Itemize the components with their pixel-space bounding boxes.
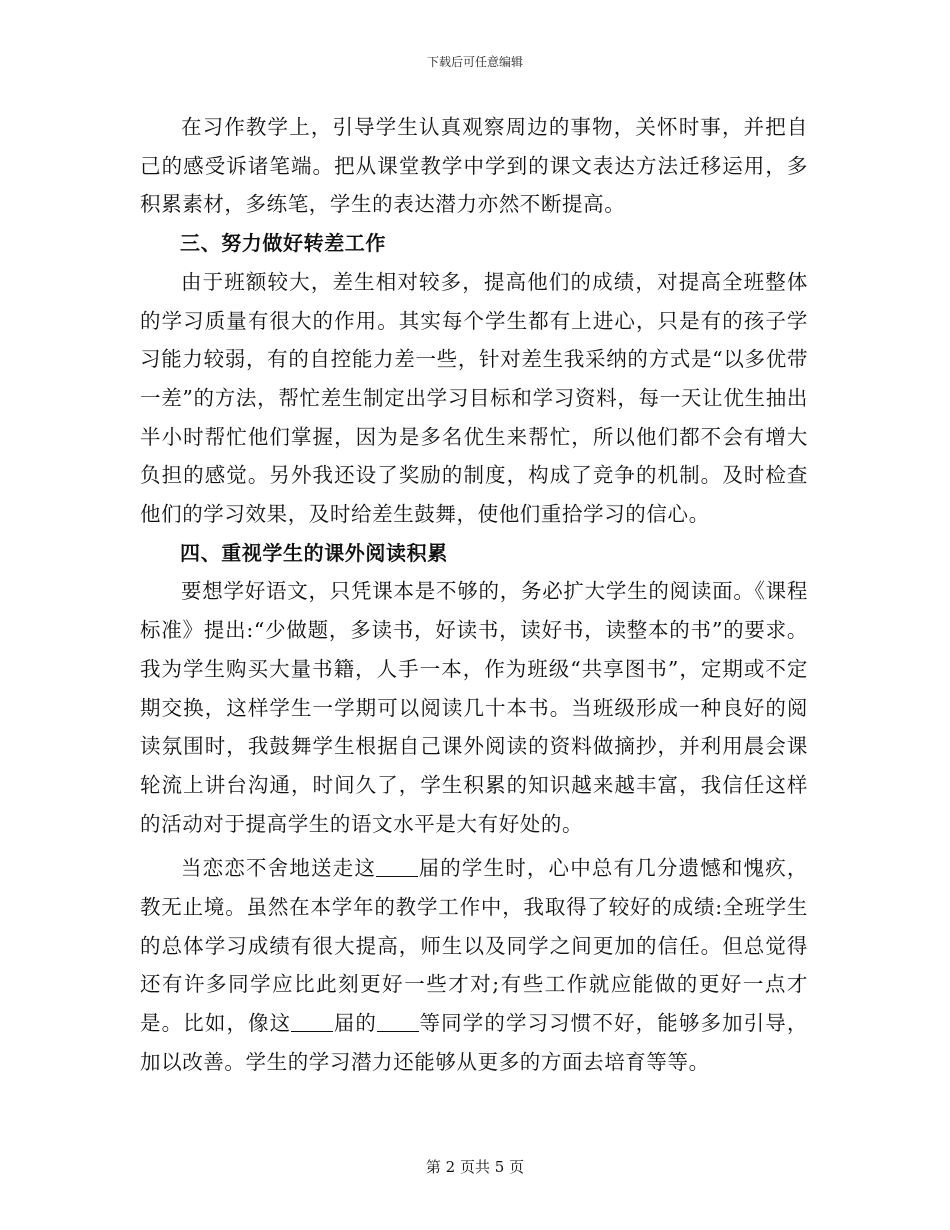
document-body — [140, 108, 808, 1082]
blank-line — [376, 856, 418, 877]
reflection-text-a: 当恋恋不舍地送走这 — [181, 856, 376, 881]
paragraph-poor-students: 由于班额较大，差生相对较多，提高他们的成绩，对提高全班整体的学习质量有很大的作用。其实每个学生都有上进心，只是有的孩子学习能力较弱，有的自控能力差一些，针对差生我采纳的方式是“以多优带一差”的方法，帮忙差生制定出学习目标和学习资料，每一天让优生抽出半小时帮忙他们掌握，因为是多名优生来帮忙，所以他们都不会有增大负担的感觉。另外我还设了奖励的制度，构成了竞争的机制。及时检查他们的学习效果，及时给差生鼓舞，使他们重拾学习的信心。 — [140, 269, 808, 527]
blank-line — [377, 1011, 419, 1032]
reflection-text-d: 等同学的学习习惯不好，能够多加引导，加以改善。学生的学习潜力还能够从更多的方面去培育等等。 — [140, 1011, 808, 1074]
paragraph-writing-teaching: 在习作教学上，引导学生认真观察周边的事物，关怀时事，并把自己的感受诉诸笔端。把从课堂教学中学到的课文表达方法迁移运用，多积累素材，多练笔，学生的表达潜力亦然不断提高。 — [140, 115, 808, 217]
reflection-text-c: 届的 — [333, 1011, 378, 1036]
section-heading-4: 四、重视学生的课外阅读积累 — [180, 540, 448, 565]
blank-line — [291, 1011, 333, 1032]
paragraph-reflection — [140, 849, 808, 1081]
page-footer: 第 2 页共 5 页 — [425, 1158, 525, 1176]
page-header: 下载后可任意编辑 — [426, 55, 523, 69]
paragraph-reading: 要想学好语文，只凭课本是不够的，务必扩大学生的阅读面。《课程标准》提出:“少做题，多读书，好读书，读好书，读整本的书”的要求。我为学生购买大量书籍，人手一本，作为班级“共享图书”，定期或不定期交换，这样学生一学期可以阅读几十本书。当班级形成一种良好的阅读氛围时，我鼓舞学生根据自己课外阅读的资料做摘抄，并利用晨会课轮流上讲台沟通，时间久了，学生积累的知识越来越丰富，我信任这样的活动对于提高学生的语文水平是大有好处的。 — [140, 579, 808, 836]
reflection-text-b: 届的学生时，心中总有几分遗憾和愧疚，教无止境。虽然在本学年的教学工作中，我取得了较好的成绩:全班学生的总体学习成绩有很大提高，师生以及同学之间更加的信任。但总觉得还有许多同学应比此刻更好一些才对;有些工作就应能做的更好一点才是。比如，像这 — [140, 856, 808, 1036]
section-heading-3: 三、努力做好转差工作 — [180, 231, 386, 256]
